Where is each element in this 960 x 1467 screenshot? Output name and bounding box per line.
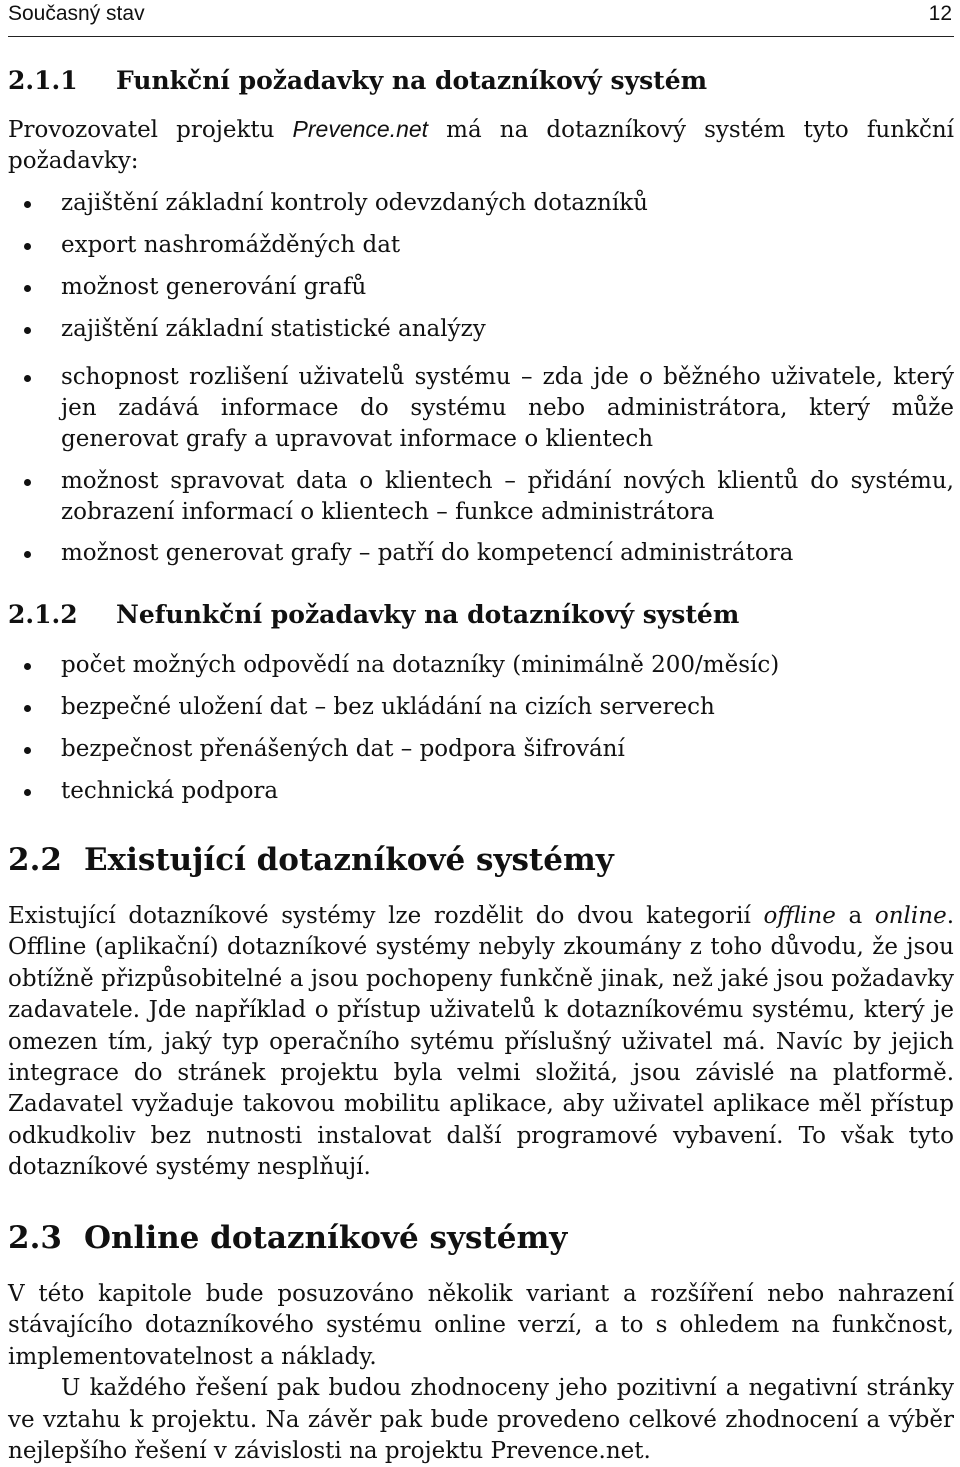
online-paragraph-1: V této kapitole bude posuzováno několik variant a rozšíření nebo nahrazení stávajícího dotazníkového systému online verzí, a to s ohledem na funkčnost, implementovatelnost a náklady. (8, 1281, 954, 1370)
running-header (8, 0, 954, 37)
project-name-link: Prevence.net (292, 116, 429, 142)
heading-2-1-2 (8, 600, 739, 629)
online-systems-paragraphs (8, 1279, 954, 1467)
para-text-b: a (835, 903, 875, 929)
bullet-icon (24, 375, 31, 382)
header-page-number: 12 (928, 2, 952, 25)
list-item-text: možnost spravovat data o klientech – přidání nových klientů do systému, zobrazení informací o klientech – funkce administrátora (61, 468, 954, 525)
para-text-c: . Offline (aplikační) dotazníkové systémy nebyly zkoumány z toho důvodu, že jsou obtížně přizpůsobitelné a jsou pochopeny funkčně jinak, než jaké jsou požadavky zadavatele. Jde například o přístup uživatelů k dotazníkovému systému, který je omezen tím, jaký typ operačního sytému příslušný uživatel má. Navíc by jejich integrace do stránek projektu byla velmi složitá, jsou závislé na platformě. Zadavatel vyžaduje takovou mobilitu aplikace, aby uživatel aplikace měl přístup odkudkoliv bez nutnosti instalovat další programové vybavení. To však tyto dotazníkové systémy nesplňují. (8, 903, 954, 1181)
para-text-a: Existující dotazníkové systémy lze rozdělit do dvou kategorií (8, 903, 764, 929)
heading-2-3 (8, 1220, 567, 1256)
term-online: online (874, 903, 947, 929)
heading-number: 2.2 (8, 842, 62, 878)
list-item (0, 272, 954, 303)
heading-2-2 (8, 842, 614, 878)
list-item (0, 650, 954, 681)
list-item-text: možnost generování grafů (61, 274, 367, 300)
bullet-icon (24, 201, 31, 208)
list-item-text: export nashromážděných dat (61, 232, 401, 258)
list-item (0, 188, 954, 219)
header-section-title: Současný stav (8, 2, 145, 25)
heading-2-1-1 (8, 66, 707, 95)
list-item (0, 230, 954, 261)
heading-title: Existující dotazníkové systémy (84, 842, 614, 878)
term-offline: offline (763, 903, 836, 929)
heading-title: Funkční požadavky na dotazníkový systém (116, 66, 708, 95)
heading-title: Online dotazníkové systémy (84, 1220, 568, 1256)
bullet-icon (24, 479, 31, 486)
list-item (0, 466, 954, 528)
bullet-icon (24, 747, 31, 754)
functional-intro-paragraph (8, 114, 954, 178)
bullet-icon (24, 551, 31, 558)
bullet-icon (24, 663, 31, 670)
existing-systems-paragraph (8, 901, 954, 1184)
list-item (0, 776, 954, 807)
list-item (0, 362, 954, 455)
bullet-icon (24, 243, 31, 250)
list-item-text: technická podpora (61, 778, 279, 804)
list-item-text: zajištění základní kontroly odevzdaných dotazníků (61, 190, 648, 216)
bullet-icon (24, 789, 31, 796)
list-item-text: možnost generovat grafy – patří do kompetencí administrátora (61, 540, 794, 566)
heading-number: 2.1.2 (8, 600, 78, 629)
heading-title: Nefunkční požadavky na dotazníkový systém (116, 600, 740, 629)
list-item-text: bezpečnost přenášených dat – podpora šifrování (61, 736, 625, 762)
bullet-icon (24, 705, 31, 712)
list-item (0, 734, 954, 765)
list-item-text: bezpečné uložení dat – bez ukládání na cizích serverech (61, 694, 715, 720)
list-item (0, 692, 954, 723)
list-item-text: počet možných odpovědí na dotazníky (minimálně 200/měsíc) (61, 652, 780, 678)
bullet-icon (24, 327, 31, 334)
online-paragraph-2: U každého řešení pak budou zhodnoceny jeho pozitivní a negativní stránky ve vztahu k projektu. Na závěr pak bude provedeno celkové zhodnocení a výběr nejlepšího řešení v závislosti na projektu Prevence.net. (8, 1375, 954, 1465)
intro-text-a: Provozovatel projektu (8, 117, 293, 143)
list-item (0, 314, 954, 345)
heading-number: 2.3 (8, 1220, 62, 1256)
list-item-text: zajištění základní statistické analýzy (61, 316, 486, 342)
bullet-icon (24, 285, 31, 292)
heading-number: 2.1.1 (8, 66, 78, 95)
list-item-text: schopnost rozlišení uživatelů systému – zda jde o běžného uživatele, který jen zadává informace do systému nebo administrátora, který může generovat grafy a upravovat informace o klientech (61, 364, 954, 452)
list-item (0, 538, 954, 569)
intro-text-b: má na dotazníkový systém tyto funkční požadavky: (8, 117, 955, 175)
